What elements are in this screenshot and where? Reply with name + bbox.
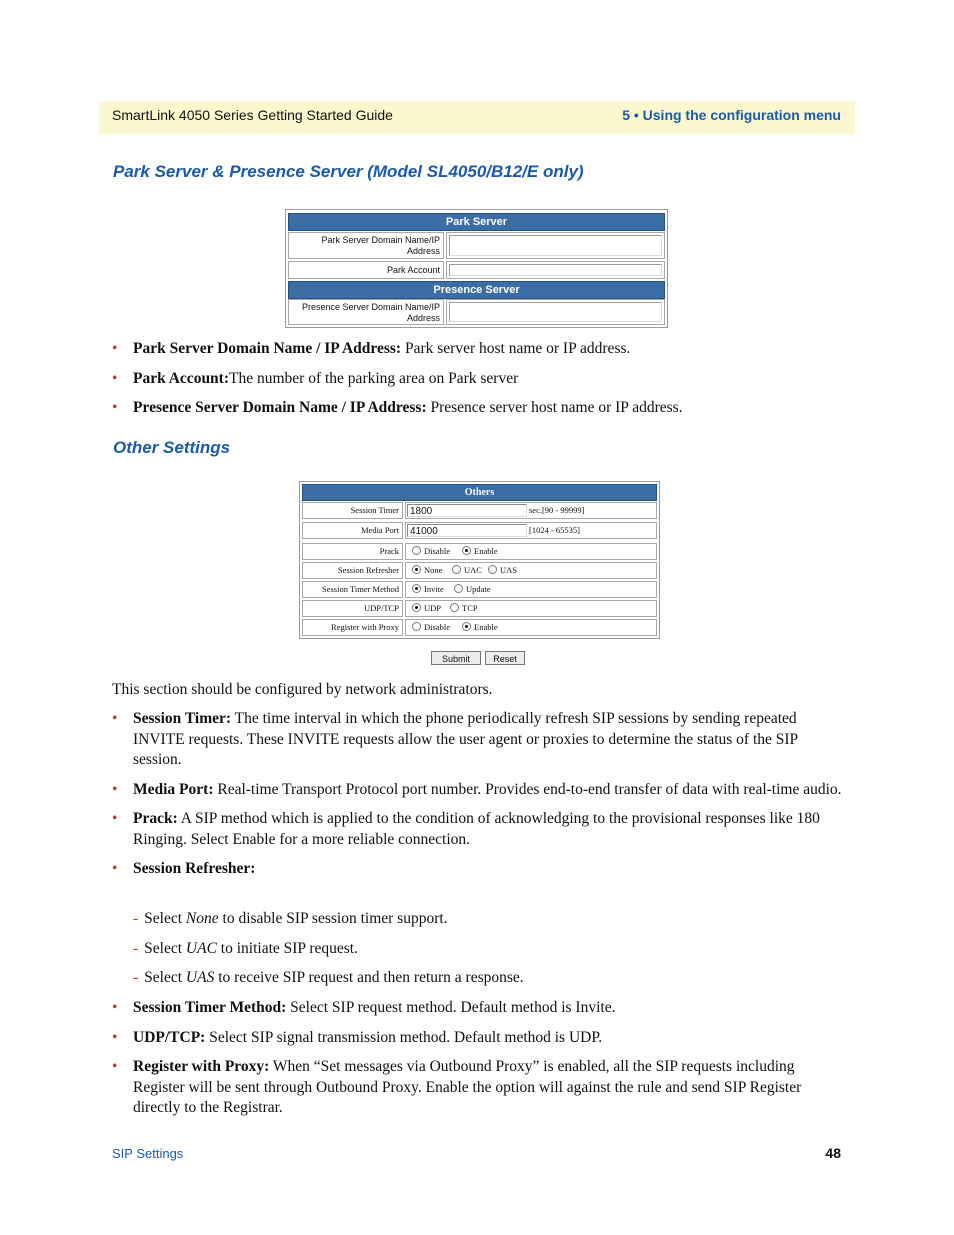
others-form — [299, 481, 660, 639]
park-bullet-list — [112, 339, 842, 419]
refresher-uac-radio[interactable]: UAC — [452, 563, 482, 578]
reset-button[interactable]: Reset — [485, 651, 525, 665]
session-refresher-options — [405, 562, 657, 579]
park-server-form — [285, 209, 668, 328]
submit-button[interactable]: Submit — [431, 651, 481, 665]
udp-tcp-label: UDP/TCP — [302, 600, 403, 617]
list-item: • Session Timer: The time interval in which the phone periodically refresh SIP sessions by sending repeated INVITE requests. These INVITE requests allow the user agent or proxies to determine the status of the SIP session. — [112, 710, 798, 768]
presence-server-header: Presence Server — [288, 281, 665, 299]
prack-disable-radio[interactable]: Disable — [412, 544, 450, 559]
session-timer-cell — [405, 502, 657, 519]
session-refresher-label: Session Refresher — [302, 562, 403, 579]
proxy-enable-radio[interactable]: Enable — [462, 620, 498, 635]
media-port-label: Media Port — [302, 522, 403, 539]
section-heading-other: Other Settings — [113, 438, 231, 457]
footer-section: SIP Settings — [112, 1146, 184, 1161]
list-item: • Park Server Domain Name / IP Address: Park server host name or IP address. — [112, 340, 631, 357]
session-timer-method-label: Session Timer Method — [302, 581, 403, 598]
sub-item-uac: - Select UAC to initiate SIP request. — [133, 940, 358, 957]
park-domain-label: Park Server Domain Name/IP Address — [288, 232, 444, 259]
others-header: Others — [302, 484, 657, 501]
session-timer-range: sec.[90 - 99999] — [529, 505, 585, 515]
list-item: • Presence Server Domain Name / IP Address: Presence server host name or IP address. — [112, 399, 683, 416]
other-bullet-list-2 — [112, 998, 842, 1119]
list-item: • UDP/TCP: Select SIP signal transmission method. Default method is UDP. — [112, 1028, 603, 1046]
list-item: • Prack: A SIP method which is applied to the condition of acknowledging to the provisional responses like 180 Ringing. Select Enable for a more reliable connection. — [112, 810, 820, 848]
intro-paragraph: This section should be configured by network administrators. — [112, 681, 493, 698]
method-invite-radio[interactable]: Invite — [412, 582, 444, 597]
presence-domain-label: Presence Server Domain Name/IP Address — [288, 299, 444, 325]
park-account-input[interactable] — [446, 261, 665, 279]
session-timer-method-options — [405, 581, 657, 598]
list-item: • Session Refresher: — [112, 860, 256, 877]
list-item: • Register with Proxy: When “Set messages via Outbound Proxy” is enabled, all the SIP requests including Register will be sent through Outbound Proxy. Enable the option will against the rule and send SIP Register directly to the Registrar. — [112, 1058, 802, 1116]
register-proxy-options — [405, 619, 657, 636]
presence-domain-input[interactable] — [446, 299, 665, 325]
park-server-header: Park Server — [288, 213, 665, 231]
media-port-input[interactable]: 41000 — [407, 524, 527, 537]
refresher-uas-radio[interactable]: UAS — [488, 563, 517, 578]
list-item: • Media Port: Real-time Transport Protocol port number. Provides end-to-end transfer of data with real-time audio. — [112, 780, 842, 798]
udp-radio[interactable]: UDP — [412, 601, 441, 616]
proxy-disable-radio[interactable]: Disable — [412, 620, 450, 635]
guide-title: SmartLink 4050 Series Getting Started Guide — [112, 107, 393, 123]
method-update-radio[interactable]: Update — [454, 582, 491, 597]
page-number: 48 — [825, 1145, 841, 1161]
refresher-none-radio[interactable]: None — [412, 563, 442, 578]
udp-tcp-options — [405, 600, 657, 617]
sub-item-none: - Select None to disable SIP session timer support. — [133, 910, 448, 927]
prack-options — [405, 543, 657, 560]
prack-label: Prack — [302, 543, 403, 560]
park-account-label: Park Account — [288, 261, 444, 279]
list-item: • Park Account:The number of the parking area on Park server — [112, 369, 519, 387]
session-timer-label: Session Timer — [302, 502, 403, 519]
section-heading-park: Park Server & Presence Server (Model SL4050/B12/E only) — [113, 162, 584, 181]
register-proxy-label: Register with Proxy — [302, 619, 403, 636]
other-bullet-list — [112, 709, 842, 880]
media-port-range: [1024 - 65535] — [529, 525, 580, 535]
list-item: • Session Timer Method: Select SIP request method. Default method is Invite. — [112, 999, 616, 1016]
chapter-title: 5 • Using the configuration menu — [622, 107, 841, 123]
media-port-cell — [405, 522, 657, 539]
prack-enable-radio[interactable]: Enable — [462, 544, 498, 559]
park-domain-input[interactable] — [446, 232, 665, 259]
session-timer-input[interactable]: 1800 — [407, 504, 527, 517]
sub-item-uas: - Select UAS to receive SIP request and then return a response. — [133, 969, 524, 986]
tcp-radio[interactable]: TCP — [450, 601, 478, 616]
